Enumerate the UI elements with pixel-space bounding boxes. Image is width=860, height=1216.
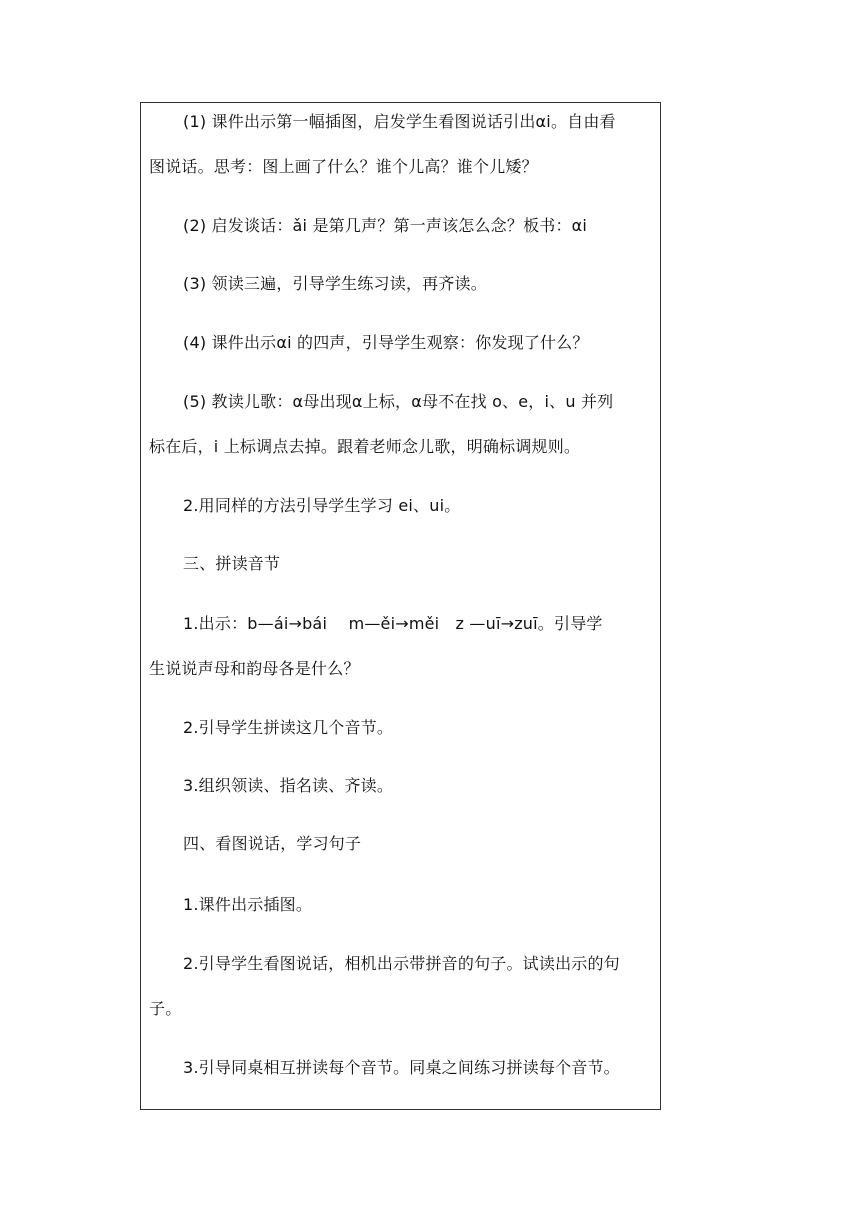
paragraph-line: 1.课件出示插图。 [183,895,313,914]
paragraph-line: (4) 课件出示αi 的四声，引导学生观察：你发现了什么？ [183,333,589,352]
paragraph-line: 3.引导同桌相互拼读每个音节。同桌之间练习拼读每个音节。 [183,1058,620,1077]
paragraph-line: 2.用同样的方法引导学生学习 ei、ui。 [183,496,461,515]
paragraph-line: 3.组织领读、指名读、齐读。 [183,776,394,795]
paragraph-line: 生说说声母和韵母各是什么？ [149,659,360,678]
paragraph-line: (5) 教读儿歌：α母出现α上标，α母不在找 o、e，i、u 并列 [183,392,614,411]
paragraph-line: 1.出示：b—ái→bái m—ěi→měi z —uī→zuī。引导学 [183,614,603,633]
paragraph-line: 2.引导学生拼读这几个音节。 [183,718,394,737]
section-heading: 三、拼读音节 [183,554,281,573]
paragraph-line: 子。 [149,999,182,1018]
paragraph-line: 图说话。思考：图上画了什么？谁个儿高？谁个儿矮？ [149,157,538,176]
paragraph-line: (3) 领读三遍，引导学生练习读，再齐读。 [183,274,487,293]
paragraph-line: 2.引导学生看图说话，相机出示带拼音的句子。试读出示的句 [183,954,620,973]
paragraph-line: 标在后，i 上标调点去掉。跟着老师念儿歌，明确标调规则。 [149,437,581,456]
paragraph-line: (2) 启发谈话：ǎi 是第几声？第一声该怎么念？板书：αi [183,216,588,235]
section-heading: 四、看图说话，学习句子 [183,834,362,853]
paragraph-line: (1) 课件出示第一幅插图，启发学生看图说话引出αi。自由看 [183,112,616,131]
